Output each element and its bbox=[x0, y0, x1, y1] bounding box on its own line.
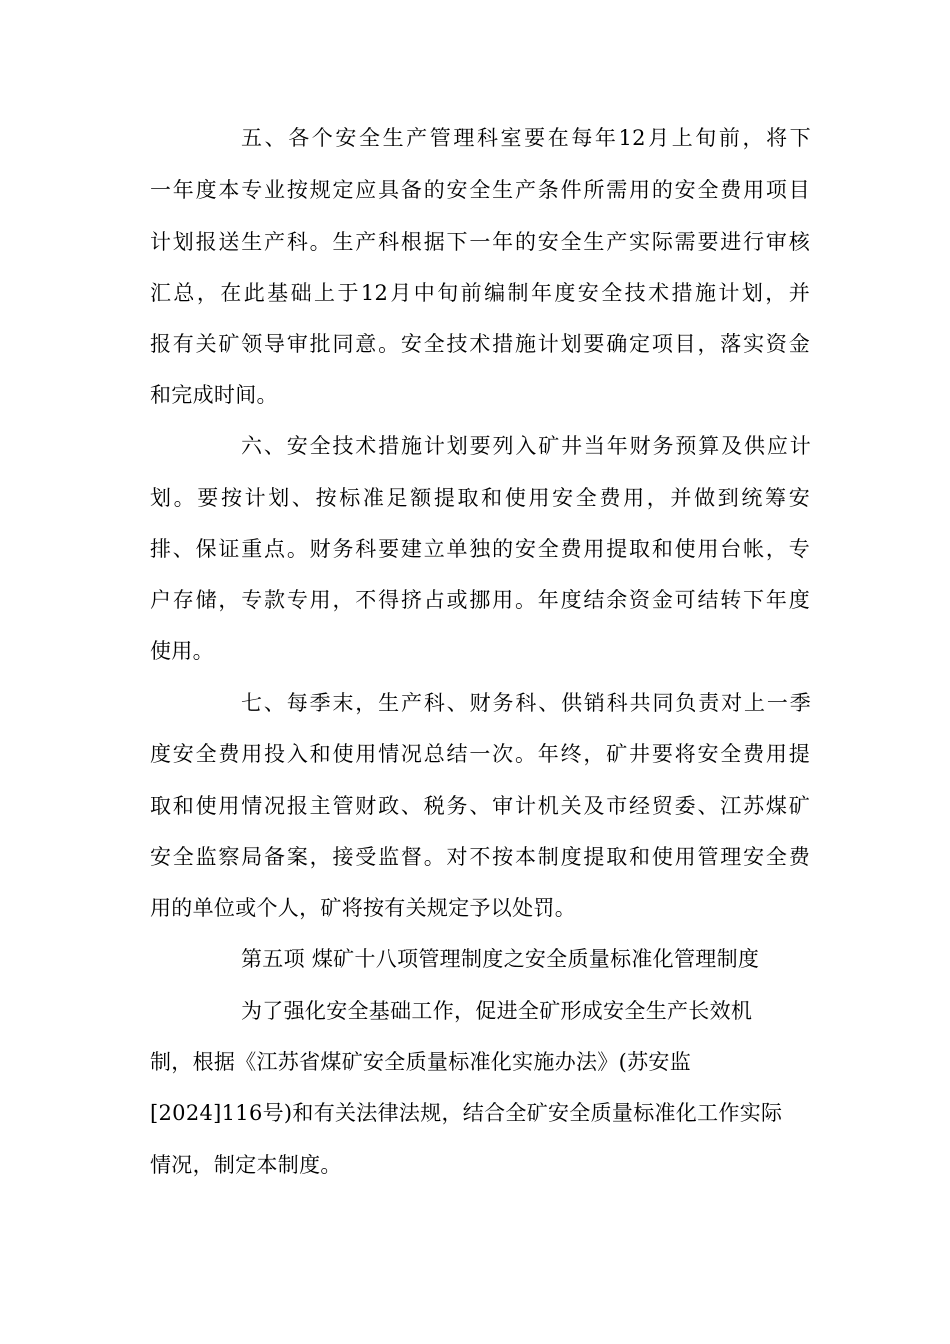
text-line: 六、安全技术措施计划要列入矿井当年财务预算及供应计 bbox=[241, 434, 811, 458]
text-line: 安全监察局备案，接受监督。对不按本制度提取和使用管理安全费 bbox=[150, 845, 810, 869]
heading-line: 第五项 煤矿十八项管理制度之安全质量标准化管理制度 bbox=[241, 947, 760, 971]
text-line: 使用。 bbox=[150, 639, 214, 663]
text-line: 用的单位或个人，矿将按有关规定予以处罚。 bbox=[150, 896, 576, 920]
text-line: 为了强化安全基础工作，促进全矿形成安全生产长效机 bbox=[241, 999, 753, 1023]
text-line: 报有关矿领导审批同意。安全技术措施计划要确定项目，落实资金 bbox=[150, 332, 810, 356]
text-line: 一年度本专业按规定应具备的安全生产条件所需用的安全费用项目 bbox=[150, 178, 810, 202]
text-line: 取和使用情况报主管财政、税务、审计机关及市经贸委、江苏煤矿 bbox=[150, 794, 810, 818]
text-line: [2024]116号)和有关法律法规，结合全矿安全质量标准化工作实际 bbox=[150, 1101, 783, 1125]
text-line: 度安全费用投入和使用情况总结一次。年终，矿井要将安全费用提 bbox=[150, 742, 810, 766]
text-line: 和完成时间。 bbox=[150, 383, 278, 407]
text-line: 制，根据《江苏省煤矿安全质量标准化实施办法》(苏安监 bbox=[150, 1050, 691, 1074]
text-line: 七、每季末，生产科、财务科、供销科共同负责对上一季 bbox=[241, 691, 811, 715]
text-line: 情况，制定本制度。 bbox=[150, 1153, 342, 1177]
text-line: 计划报送生产科。生产科根据下一年的安全生产实际需要进行审核 bbox=[150, 230, 810, 254]
text-line: 划。要按计划、按标准足额提取和使用安全费用，并做到统筹安 bbox=[150, 486, 810, 510]
text-line: 五、各个安全生产管理科室要在每年12月上旬前，将下 bbox=[241, 126, 811, 150]
text-line: 户存储，专款专用，不得挤占或挪用。年度结余资金可结转下年度 bbox=[150, 588, 810, 612]
text-line: 汇总，在此基础上于12月中旬前编制年度安全技术措施计划，并 bbox=[150, 281, 810, 305]
text-line: 排、保证重点。财务科要建立单独的安全费用提取和使用台帐，专 bbox=[150, 537, 810, 561]
